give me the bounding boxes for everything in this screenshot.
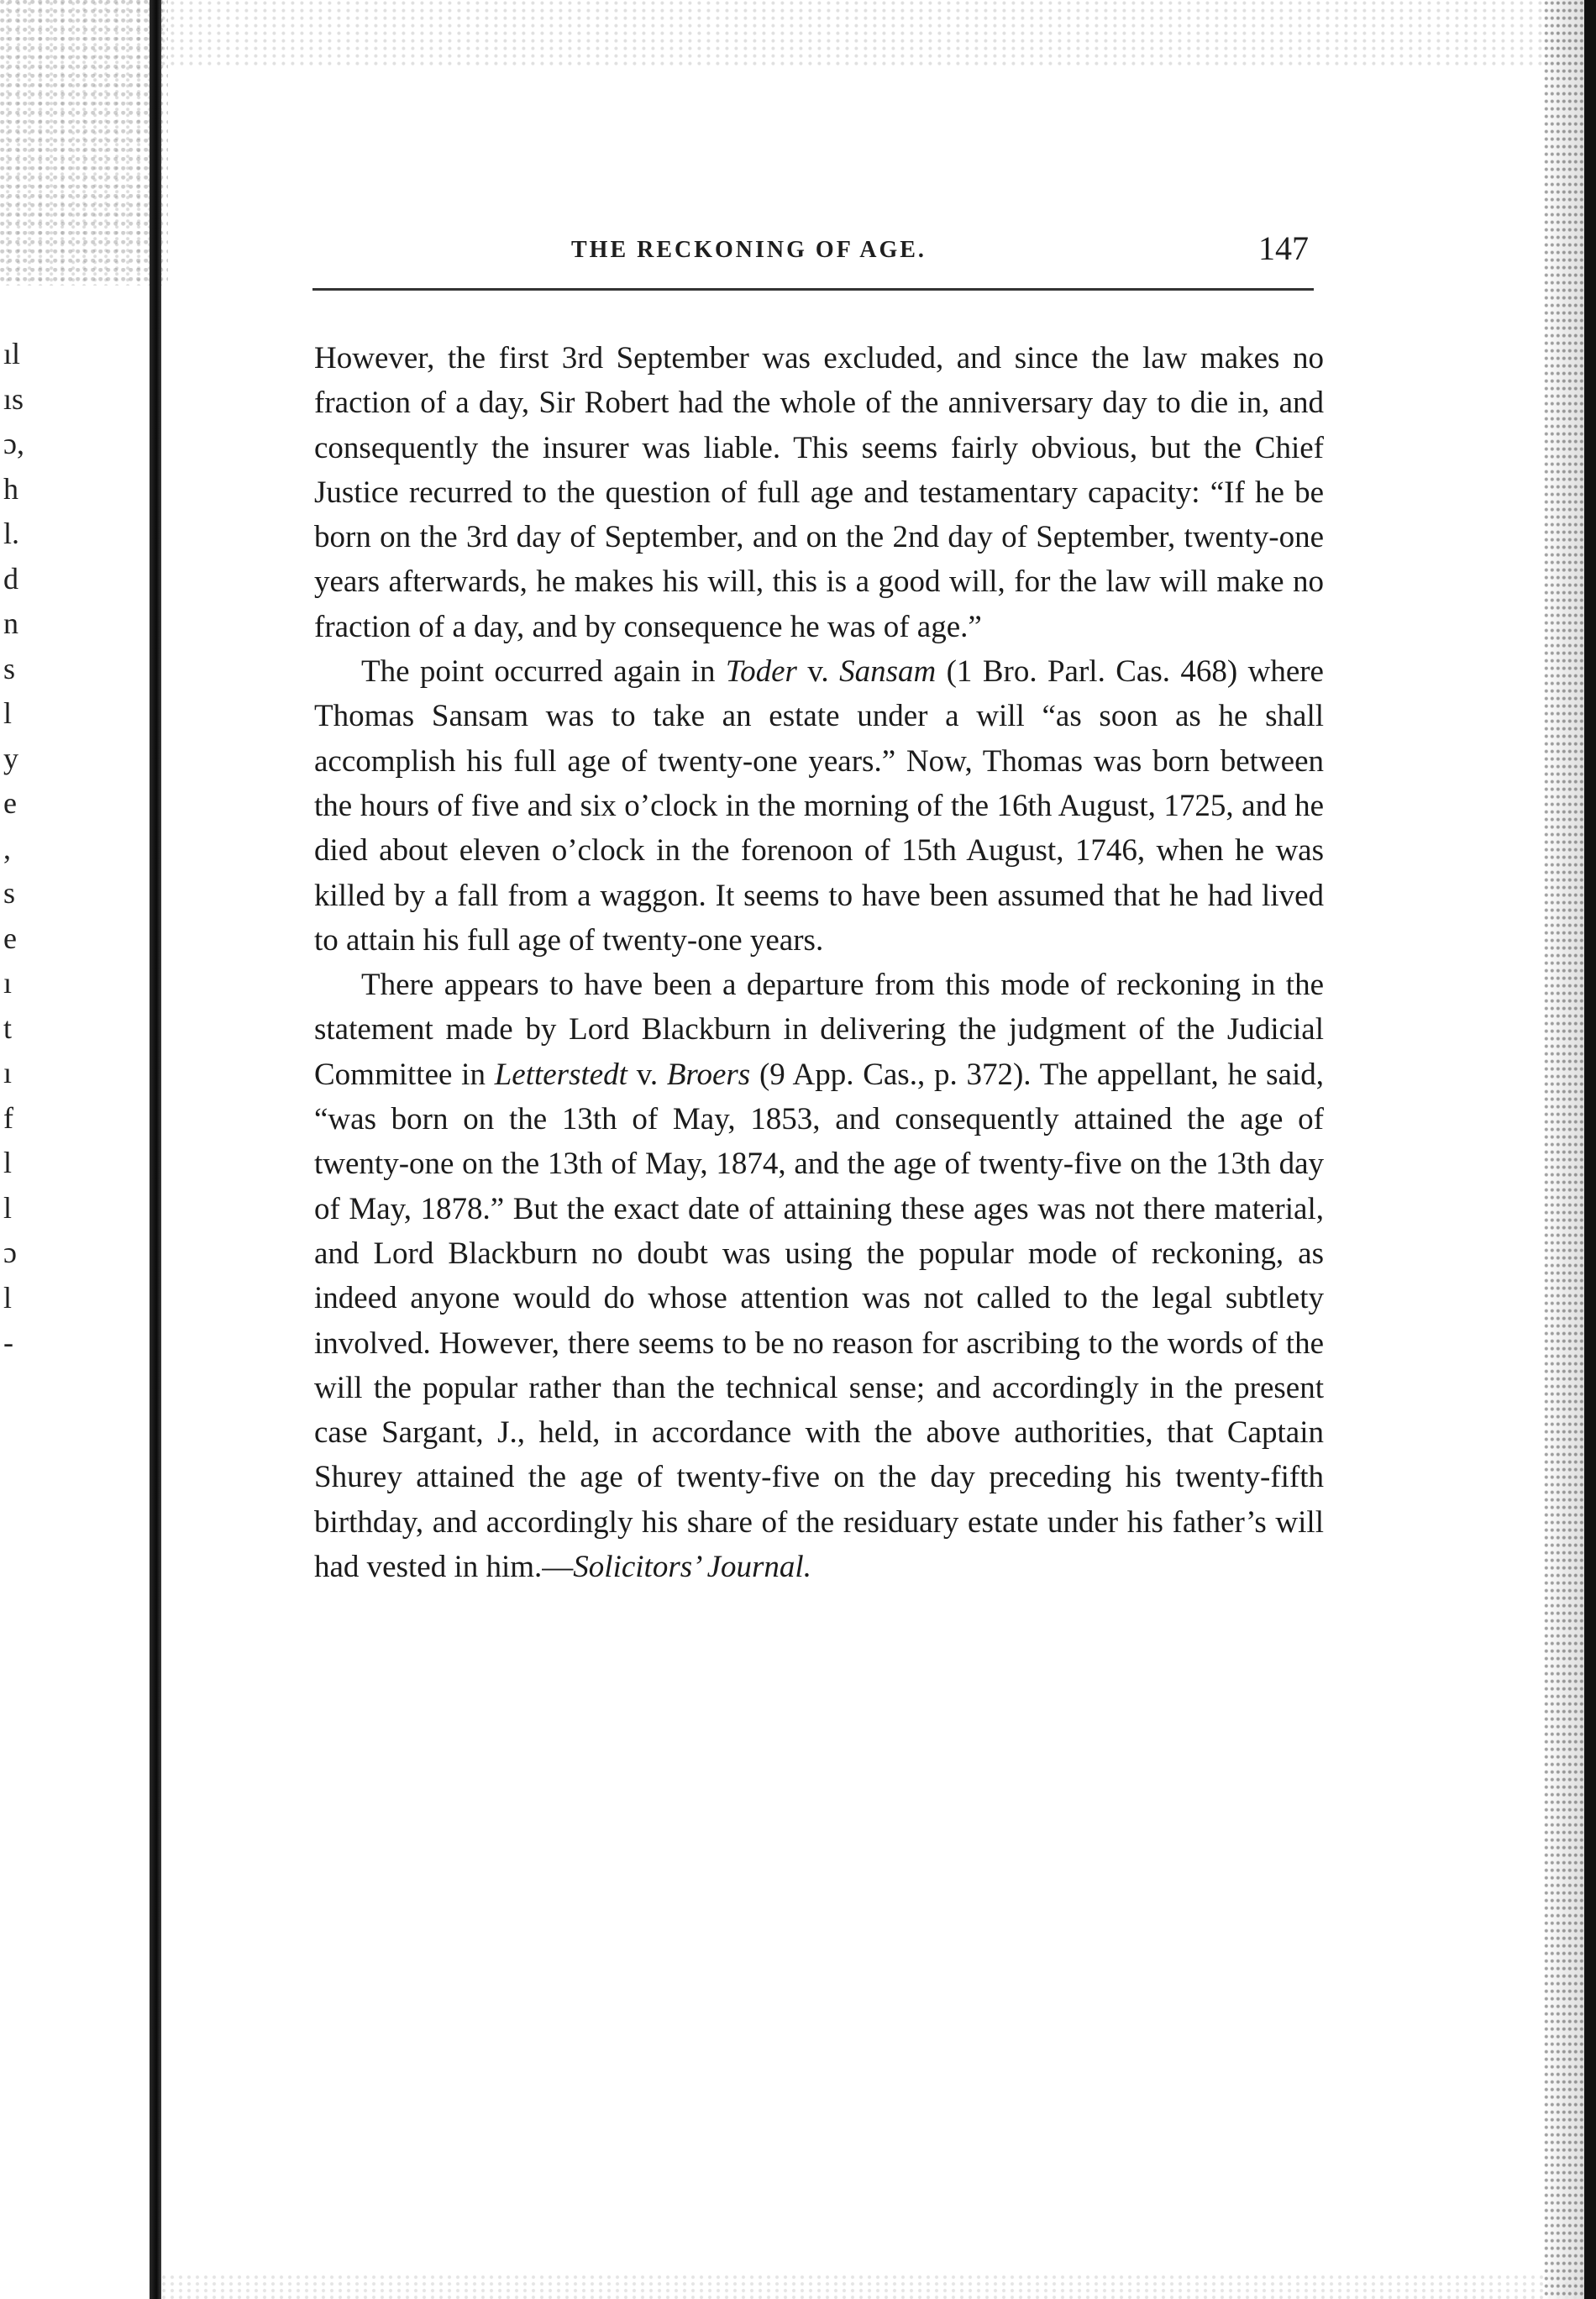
facing-page-fragment: l [3,1146,13,1179]
facing-page-fragment: d [3,561,18,596]
facing-page-fragment: l [3,1190,13,1225]
facing-page-fragment: h [3,471,18,506]
scan-noise-bottom [160,2274,1596,2299]
facing-page-fragment: s [3,651,16,685]
paragraph [314,649,1324,963]
article-body [314,336,1324,1589]
facing-page-fragment: l. [3,517,20,550]
paragraph [314,963,1324,1589]
facing-page-fragment: y [3,741,18,775]
text-run: (1 Bro. Parl. Cas. 468) where Thomas Sansam was to take an estate under a will “as soon as he shall accomplish his full age of twenty-one years.” Now, Thomas was born between the hours of five and six o’clock in the morning of the 16th August, 1725, and he died about eleven o’clock in the forenoon of 15th August, 1746, when he was killed by a fall from a waggon. It seems to have been assumed that he had lived to attain his full age of twenty-one years. [314,654,1324,958]
running-title: THE RECKONING OF AGE. [571,237,927,263]
italic-text: Letterstedt [494,1057,627,1092]
facing-page-fragment: n [3,606,18,640]
page-number: 147 [1258,229,1309,267]
facing-page-fragment: l [3,696,13,730]
facing-page-fragment: s [3,876,16,910]
facing-page-fragment: - [3,1325,13,1359]
text-run: The point occurred again in [361,654,726,690]
facing-page-fragment: e [3,921,17,955]
italic-text: Solicitors’ Journal. [573,1550,811,1585]
facing-page-fragment: ɔ, [3,427,24,460]
italic-text: Sansam [839,654,937,690]
facing-page-fragment: t [3,1010,13,1045]
italic-text: Broers [666,1057,751,1092]
scan-noise-top [160,0,1596,67]
text-run: There appears to have been a departure from this mode of reckoning in the statement made by Lord Blackburn in delivering the judgment of the Judicial Committee in [314,968,1324,1092]
text-run: (9 App. Cas., p. 372). The appellant, he said, “was born on the 13th of May, 1853, and consequently attained the age of twenty-one on the 13th of May, 1874, and the age of twenty-five on the 13th day of May, 1878.” But the exact date of attaining these ages was not there material, and Lord Blackburn no doubt was using the popular mode of reckoning, as indeed anyone would do whose attention was not called to the legal subtlety involved. However, there seems to be no reason for ascribing to the words of the will the popular rather than the technical sense; and accordingly in the present case Sargant, J., held, in accordance with the above authorities, that Captain Shurey attained the age of twenty-five on the day preceding his twenty-fifth birthday, and accordingly his share of the residuary estate under his father’s will had vested in him.— [314,1057,1324,1585]
text-run: v. [796,654,840,690]
facing-page-fragment: ı [3,966,13,1000]
facing-page-fragments [3,332,29,1366]
scan-border-right [1584,0,1596,2299]
facing-page-fragment: ıs [3,381,24,416]
facing-page-fragment: e [3,786,17,820]
italic-text: Toder [725,654,797,690]
book-spine-shadow [150,0,161,2299]
text-run: However, the first 3rd September was excluded, and since the law makes no fraction of a day, Sir Robert had the whole of the anniversary day to die in, and consequently the insurer was liable. This seems fairly obvious, but the Chief Justice recurred to the question of full age and testamentary capacity: “If he be born on the 3rd day of September, and on the 2nd day of September, twenty-one years afterwards, he makes his will, this is a good will, for the law will make no fraction of a day, and by consequence he was of age.” [314,341,1324,644]
facing-page-fragment: , [3,831,11,865]
facing-page-fragment: l [3,1280,13,1315]
text-run: v. [627,1057,667,1092]
paragraph [314,336,1324,649]
facing-page-fragment: ıl [3,337,21,370]
facing-page-fragment: ɔ [3,1236,17,1269]
facing-page-fragment: ı [3,1056,13,1089]
header-rule [312,288,1314,291]
facing-page-fragment: f [3,1100,13,1135]
scan-noise-left [0,0,168,286]
